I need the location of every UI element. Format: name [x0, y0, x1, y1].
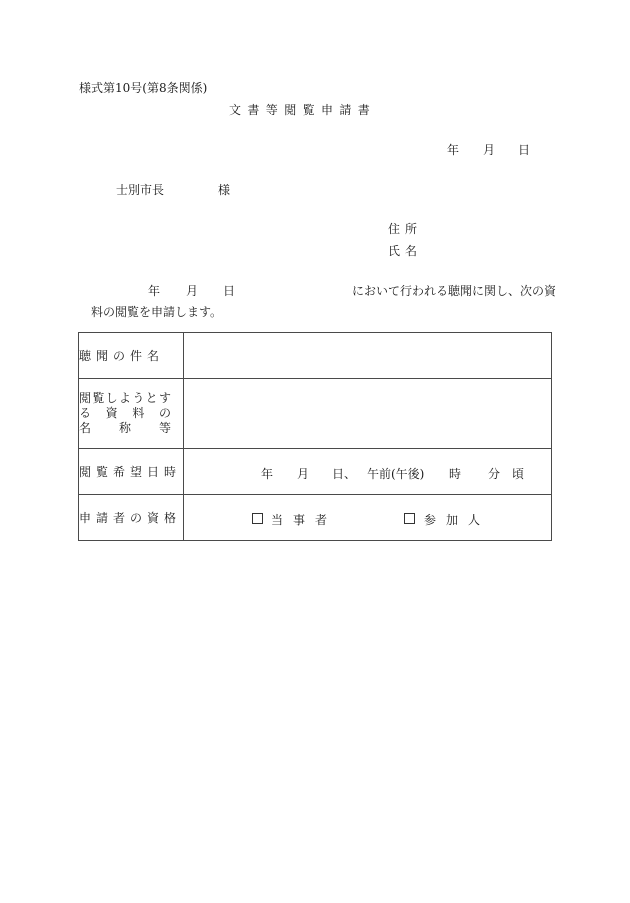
- document-title: 文書等閲覧申請書: [229, 103, 377, 117]
- table-row-qualification: [79, 495, 552, 541]
- datetime-hour: 時: [449, 467, 462, 481]
- materials-label-line-2: [79, 406, 171, 421]
- form-number: 様式第10号(第8条関係): [79, 81, 208, 95]
- qualification-participant-label: 参加人: [424, 513, 491, 527]
- honorific: 様: [218, 183, 231, 197]
- materials-field[interactable]: [184, 379, 552, 449]
- materials-label-char: 閲: [79, 391, 92, 405]
- datetime-day: 日、: [332, 467, 357, 481]
- body-text-line-1: において行われる聴聞に関し、次の資: [352, 284, 557, 298]
- table-row-hearing-subject: [79, 333, 552, 379]
- date-day-label: 日: [518, 143, 531, 157]
- materials-label-char: 料: [132, 406, 145, 420]
- materials-label-char: よ: [118, 391, 131, 405]
- materials-label-char: の: [158, 406, 171, 420]
- materials-label-line-1: [79, 391, 171, 406]
- table-row-datetime: [79, 449, 552, 495]
- materials-label-char: す: [158, 391, 171, 405]
- table-row-materials: [79, 379, 552, 449]
- address-label: 住所: [388, 222, 423, 236]
- materials-label-char: る: [79, 406, 92, 420]
- name-label: 氏名: [388, 244, 423, 258]
- addressee: 士別市長: [116, 183, 165, 197]
- materials-label-char: 称: [118, 421, 131, 435]
- hearing-year-label: 年: [148, 284, 161, 298]
- application-table: [78, 332, 552, 541]
- checkbox-participant[interactable]: [404, 513, 415, 524]
- materials-label: [79, 379, 184, 449]
- date-month-label: 月: [483, 143, 496, 157]
- datetime-approx: 頃: [512, 467, 525, 481]
- materials-label-line-3: [79, 421, 171, 436]
- qualification-label: 申請者の資格: [79, 495, 184, 541]
- body-text-line-2: 料の閲覧を申請します。: [91, 305, 223, 319]
- datetime-field[interactable]: [184, 449, 552, 495]
- materials-label-char: 覧: [92, 391, 105, 405]
- hearing-subject-label: 聴聞の件名: [79, 333, 184, 379]
- materials-label-char: 名: [79, 421, 92, 435]
- materials-label-char: し: [105, 391, 118, 405]
- qualification-party-label: 当事者: [271, 513, 338, 527]
- hearing-month-label: 月: [186, 284, 199, 298]
- checkbox-party[interactable]: [252, 513, 263, 524]
- datetime-minute: 分: [488, 467, 501, 481]
- qualification-field: [184, 495, 552, 541]
- date-year-label: 年: [447, 143, 460, 157]
- materials-label-char: 等: [158, 421, 171, 435]
- datetime-year: 年: [261, 467, 274, 481]
- materials-label-char: う: [132, 391, 145, 405]
- datetime-label: 閲覧希望日時: [79, 449, 184, 495]
- hearing-day-label: 日: [223, 284, 236, 298]
- datetime-ampm: 午前(午後): [367, 467, 425, 481]
- datetime-month: 月: [297, 467, 310, 481]
- materials-label-char: と: [145, 391, 158, 405]
- materials-label-char: 資: [105, 406, 118, 420]
- hearing-subject-field[interactable]: [184, 333, 552, 379]
